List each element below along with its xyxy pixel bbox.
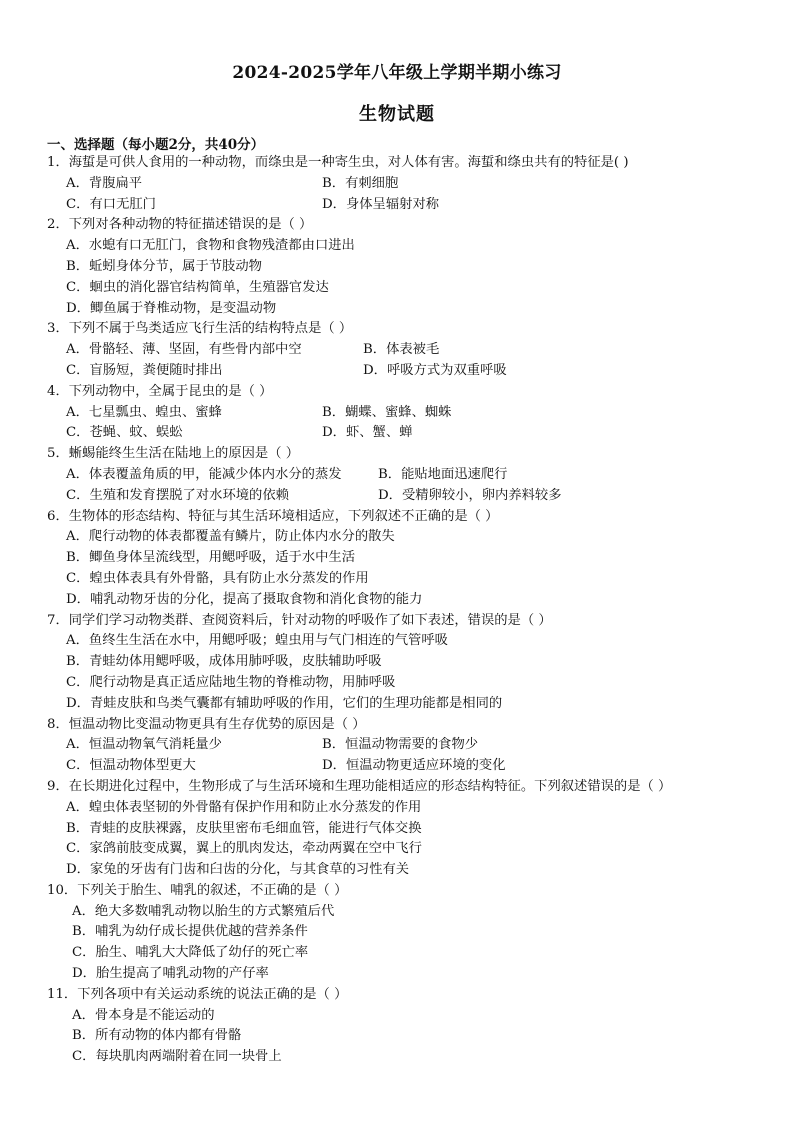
option-d: D．家兔的牙齿有门齿和臼齿的分化，与其食草的习性有关 [66,862,410,878]
option-c: C．蝗虫体表具有外骨骼，具有防止水分蒸发的作用 [66,570,369,586]
option-a: A．鱼终生生活在水中，用鳃呼吸；蝗虫用与气门相连的气管呼吸 [66,633,448,649]
question-6 [47,507,767,611]
option-a: A．七星瓢虫、蝗虫、蜜蜂 [66,404,222,420]
option-b: B．有刺细胞 [322,175,399,191]
question-list [47,153,767,1068]
question-10 [47,881,767,985]
question-stem: 5．蜥蜴能终生生活在陆地上的原因是（ ） [47,446,300,462]
option-d: D．呼吸方式为双重呼吸 [363,362,507,378]
question-stem: 8．恒温动物比变温动物更具有生存优势的原因是（ ） [47,716,366,732]
option-d: D．鲫鱼属于脊椎动物，是变温动物 [66,300,277,316]
option-d: D．身体呈辐射对称 [322,196,440,212]
option-b: B．鲫鱼身体呈流线型，用鳃呼吸，适于水中生活 [66,550,356,566]
option-b: B．所有动物的体内都有骨骼 [72,1028,242,1044]
option-b: B．能贴地面迅速爬行 [378,466,508,482]
question-5 [47,444,767,506]
option-b: B．恒温动物需要的食物少 [322,737,479,753]
option-d: D．虾、蟹、蝉 [322,425,413,441]
option-c: C．每块肌肉两端附着在同一块骨上 [72,1049,282,1065]
question-11 [47,985,767,1068]
question-stem: 3．下列不属于鸟类适应飞行生活的结构特点是（ ） [47,321,353,337]
question-stem: 6．生物体的形态结构、特征与其生活环境相适应，下列叙述不正确的是（ ） [47,508,499,524]
option-a: A．绝大多数哺乳动物以胎生的方式繁殖后代 [72,903,335,919]
option-d: D．胎生提高了哺乳动物的产仔率 [72,966,269,982]
option-c: C．蛔虫的消化器官结构简单，生殖器官发达 [66,279,329,295]
option-a: A．爬行动物的体表都覆盖有鳞片，防止体内水分的散失 [66,529,395,545]
exam-title: 2024-2025学年八年级上学期半期小练习 [232,63,562,83]
question-stem: 10．下列关于胎生、哺乳的叙述，不正确的是（ ） [47,882,348,898]
exam-subtitle: 生物试题 [359,104,435,125]
option-a: A．水螅有口无肛门，食物和食物残渣都由口进出 [66,238,355,254]
question-stem: 1．海蜇是可供人食用的一种动物，而绦虫是一种寄生虫，对人体有害。海蜇和绦虫共有的特征是( ) [47,155,629,170]
option-d: D．哺乳动物牙齿的分化，提高了摄取食物和消化食物的能力 [66,591,423,607]
option-c: C．苍蝇、蚊、蜈蚣 [66,425,183,441]
option-b: B．哺乳为幼仔成长提供优越的营养条件 [72,924,308,940]
question-stem: 4．下列动物中，全属于昆虫的是（ ） [47,383,273,399]
question-stem: 9．在长期进化过程中，生物形成了与生活环境和生理功能相适应的形态结构特征。下列叙述错误的是（ ） [47,778,672,794]
option-a: A．骨骼轻、薄、坚固，有些骨内部中空 [66,342,302,358]
option-b: B．青蛙的皮肤裸露，皮肤里密布毛细血管，能进行气体交换 [66,820,422,836]
question-1 [47,153,767,215]
question-2 [47,215,767,319]
option-b: B．青蛙幼体用鳃呼吸，成体用肺呼吸，皮肤辅助呼吸 [66,654,382,670]
question-8 [47,715,767,777]
option-c: C．爬行动物是真正适应陆地生物的脊椎动物，用肺呼吸 [66,674,396,690]
option-a: A．背腹扁平 [66,175,143,191]
option-c: C．有口无肛门 [66,196,156,212]
option-c: C．生殖和发育摆脱了对水环境的依赖 [66,487,289,503]
question-stem: 2．下列对各种动物的特征描述错误的是（ ） [47,217,313,233]
question-4 [47,382,767,444]
option-a: A．恒温动物氧气消耗量少 [66,737,222,753]
question-stem: 7．同学们学习动物类群、查阅资料后，针对动物的呼吸作了如下表述，错误的是（ ） [47,612,552,628]
option-a: A．蝗虫体表坚韧的外骨骼有保护作用和防止水分蒸发的作用 [66,799,422,815]
option-b: B．体表被毛 [363,342,440,358]
option-d: D．恒温动物更适应环境的变化 [322,758,506,774]
option-c: C．胎生、哺乳大大降低了幼仔的死亡率 [72,945,309,961]
option-d: D．受精卵较小，卵内养料较多 [378,487,562,503]
section-heading: 一、选择题（每小题2分，共40分） [47,137,265,153]
question-stem: 11．下列各项中有关运动系统的说法正确的是（ ） [47,986,348,1002]
question-9 [47,777,767,881]
option-b: B．蚯蚓身体分节，属于节肢动物 [66,258,262,274]
option-a: A．体表覆盖角质的甲，能减少体内水分的蒸发 [66,466,342,482]
option-c: C．家鸽前肢变成翼，翼上的肌肉发达，牵动两翼在空中飞行 [66,841,422,857]
question-7 [47,611,767,715]
option-c: C．盲肠短，粪便随时排出 [66,362,223,378]
question-3 [47,319,767,381]
option-b: B．蝴蝶、蜜蜂、蜘蛛 [322,404,452,420]
option-d: D．青蛙皮肤和鸟类气囊都有辅助呼吸的作用，它们的生理功能都是相同的 [66,695,503,711]
option-c: C．恒温动物体型更大 [66,758,196,774]
option-a: A．骨本身是不能运动的 [72,1007,215,1023]
